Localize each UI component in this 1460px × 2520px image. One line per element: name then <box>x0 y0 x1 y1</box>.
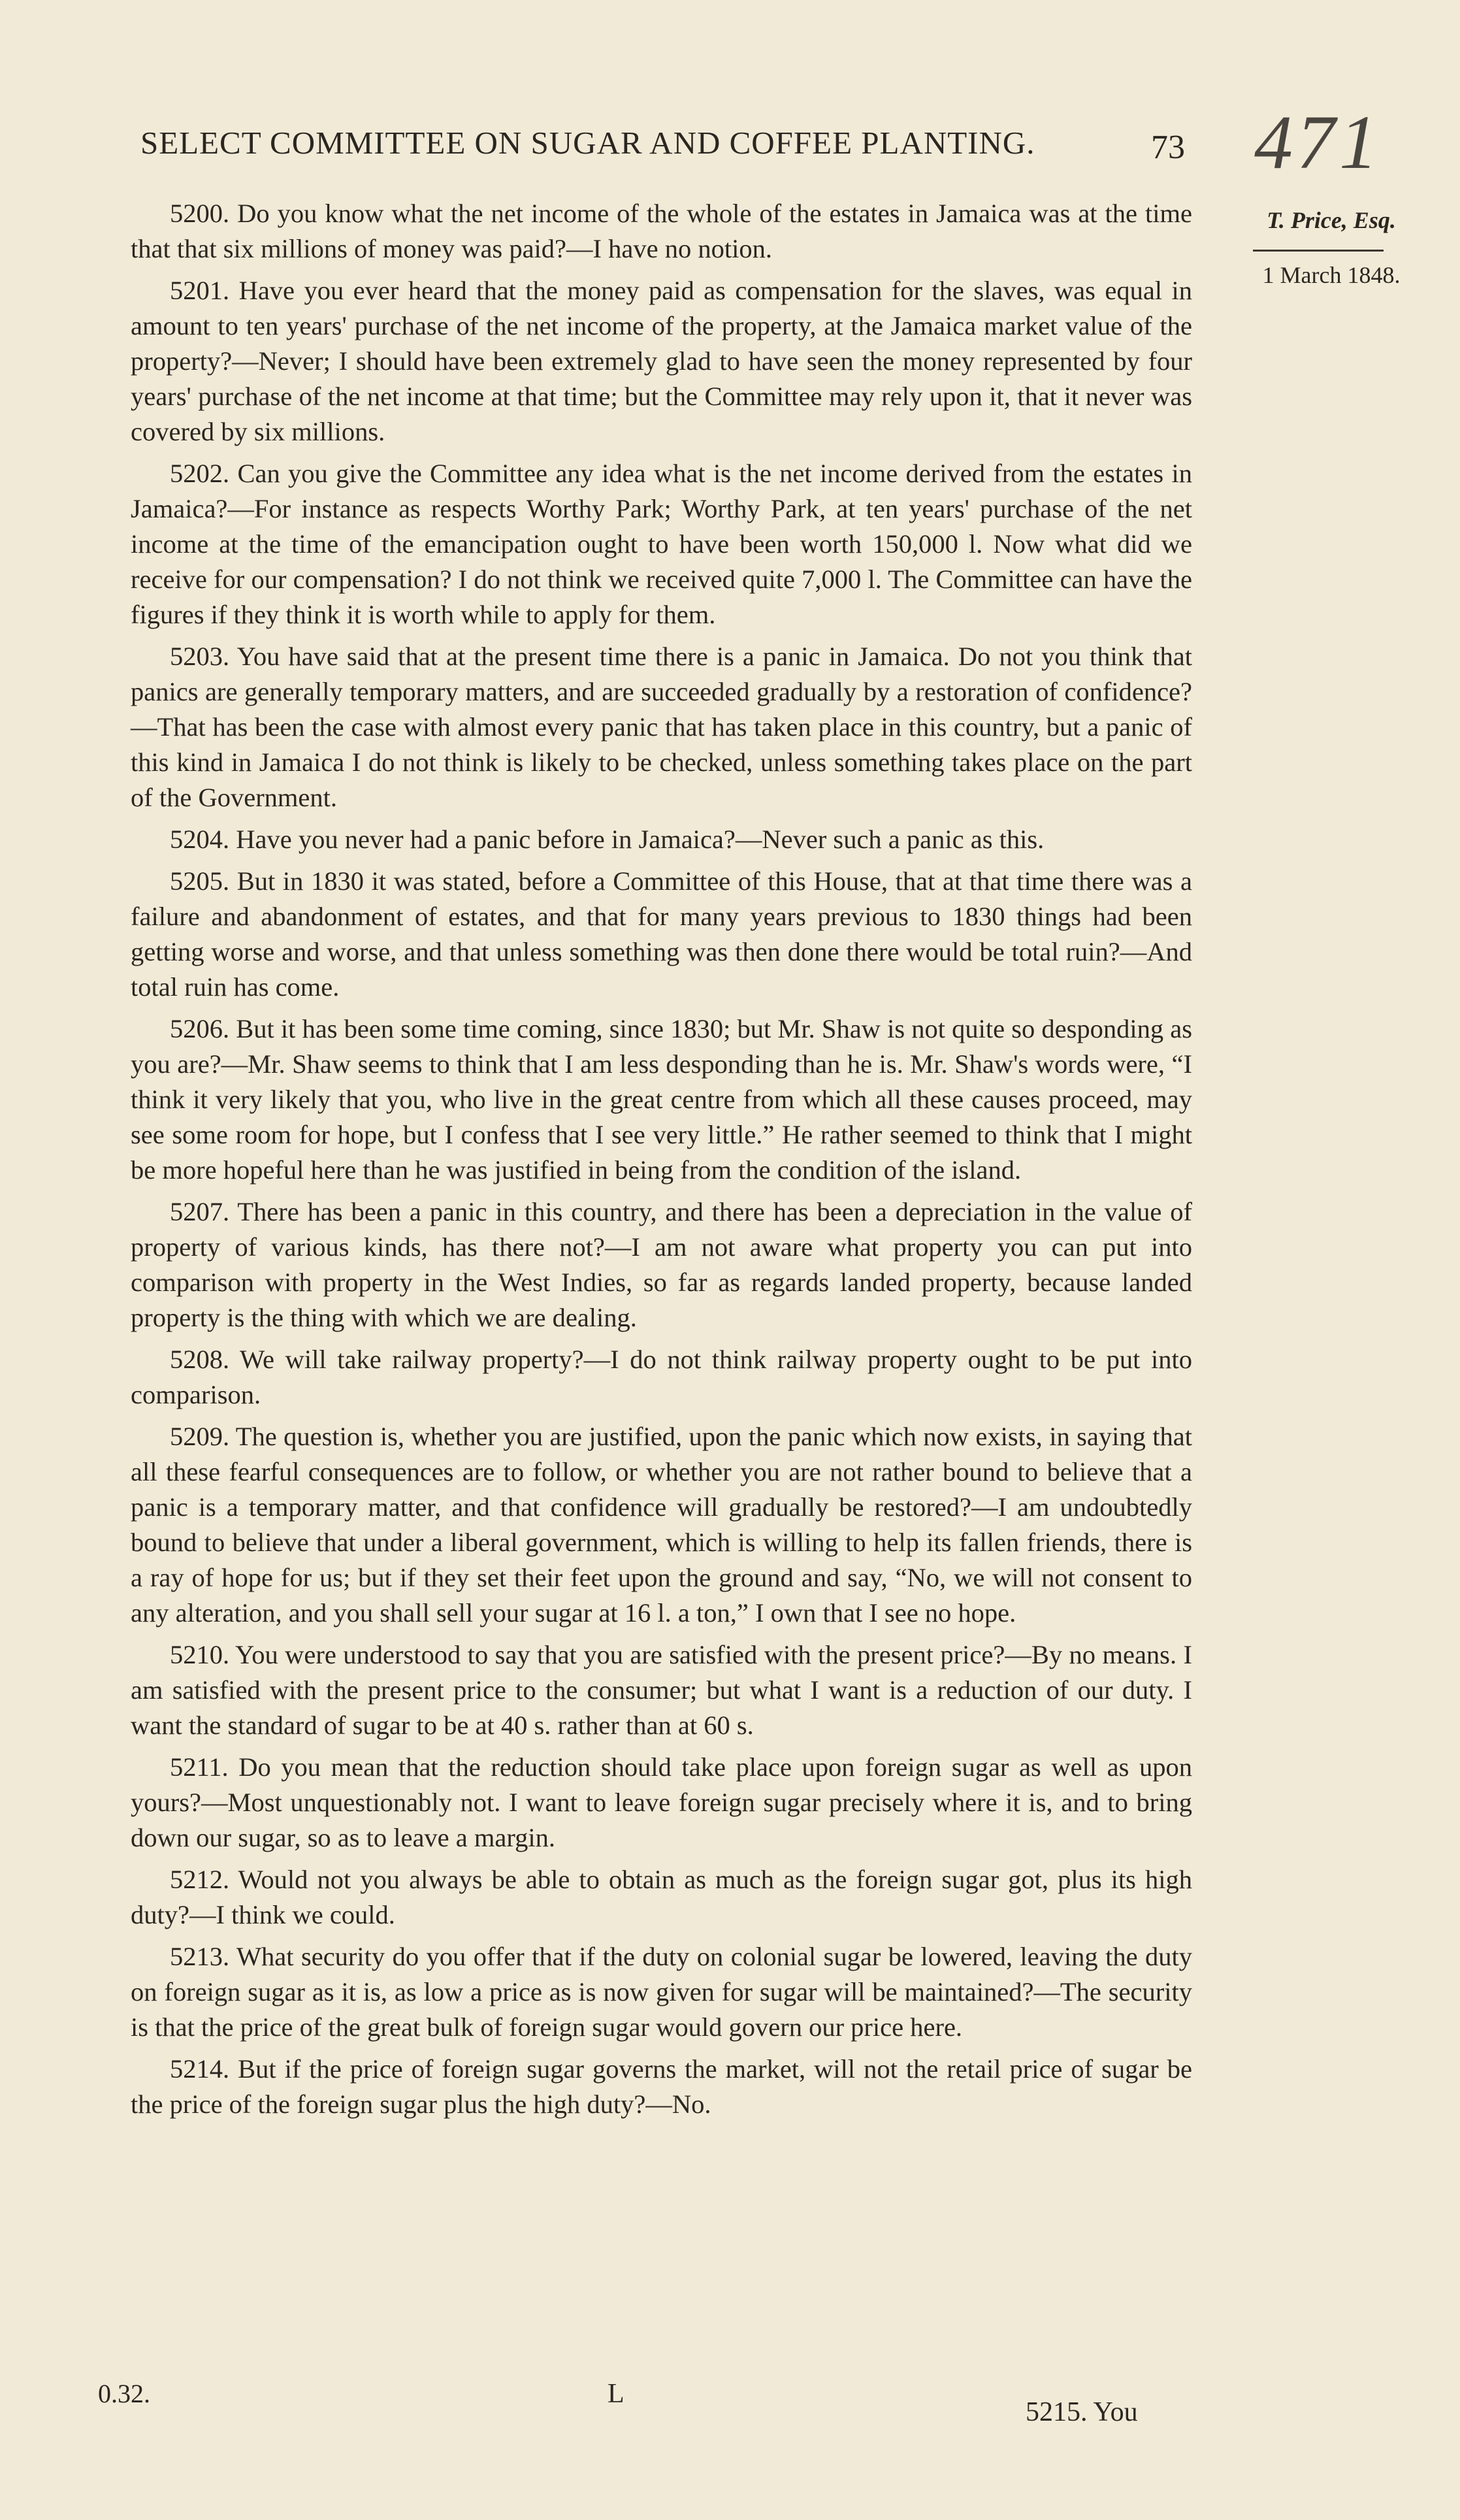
paragraph-5201: 5201. Have you ever heard that the money paid as compensation for the slaves, was equal in amount to ten years' purchase of the net income of the property, at the Jamaica market value of the property?—Never; I should have been extremely glad to have seen the money represented by four years' purchase of the net income at that time; but the Committee may rely upon it, that it never was covered by six millions. <box>131 276 1192 446</box>
paragraph-5212: 5212. Would not you always be able to obtain as much as the foreign sugar got, plus its high duty?—I think we could. <box>131 1865 1192 1929</box>
sheet-letter: L <box>608 2379 625 2409</box>
paragraph-5209: 5209. The question is, whether you are justified, upon the panic which now exists, in saying that all these fearful consequences are to follow, or whether you are not rather bound to believe that a panic is a temporary matter, and that confidence will gradually be restored?—I am undoubtedly bound to believe that under a liberal government, which is willing to help its fallen friends, there is a ray of hope for us; but if they set their feet upon the ground and say, “No, we will not consent to any alteration, and you shall sell your sugar at 16 l. a ton,” I own that I see no hope. <box>131 1422 1192 1628</box>
margin-rule <box>1253 250 1384 252</box>
paragraph-5210: 5210. You were understood to say that you are satisfied with the present price?—By no means. I am satisfied with the present price to the consumer; but what I want is a reduction of our duty. I want the standard of sugar to be at 40 s. rather than at 60 s. <box>131 1640 1192 1740</box>
paragraph-5203: 5203. You have said that at the present time there is a panic in Jamaica. Do not you think that panics are generally temporary matters, and are succeeded gradually by a restoration of confidence?—That has been the case with almost every panic that has taken place in this country, but a panic of this kind in Jamaica I do not think is likely to be checked, unless something takes place on the part of the Government. <box>131 642 1192 812</box>
paragraph-5211: 5211. Do you mean that the reduction should take place upon foreign sugar as well as upon yours?—Most unquestionably not. I want to leave foreign sugar precisely where it is, and to bring down our sugar, so as to leave a margin. <box>131 1752 1192 1852</box>
paragraph-5202: 5202. Can you give the Committee any idea what is the net income derived from the estates in Jamaica?—For instance as respects Worthy Park; Worthy Park, at ten years' purchase of the net income at the time of the emancipation ought to have been worth 150,000 l. Now what did we receive for our compensation? I do not think we received quite 7,000 l. The Committee can have the figures if they think it is worth while to apply for them. <box>131 459 1192 629</box>
margin-date: 1 March 1848. <box>1262 262 1401 288</box>
catchword: 5215. You <box>1026 2397 1138 2427</box>
paragraph-5205: 5205. But in 1830 it was stated, before a Committee of this House, that at that time there was a failure and abandonment of estates, and that for many years previous to 1830 things had been getting worse and worse, and that unless something was then done there would be total ruin?—And total ruin has come. <box>131 866 1192 1002</box>
handwritten-folio-number: 471 <box>1254 99 1382 185</box>
paragraph-5208: 5208. We will take railway property?—I do not think railway property ought to be put into comparison. <box>131 1345 1192 1409</box>
testimony-body <box>131 196 1192 2129</box>
running-head: SELECT COMMITTEE ON SUGAR AND COFFEE PLANTING. <box>140 125 1035 161</box>
paragraph-5204: 5204. Have you never had a panic before in Jamaica?—Never such a panic as this. <box>170 825 1045 854</box>
signature-mark: 0.32. <box>98 2379 150 2408</box>
paragraph-5206: 5206. But it has been some time coming, since 1830; but Mr. Shaw is not quite so desponding as you are?—Mr. Shaw seems to think that I am less desponding than he is. Mr. Shaw's words were, “I think it very likely that you, who live in the great centre from which all these causes proceed, may see some room for hope, but I confess that I see very little.” He rather seemed to think that I might be more hopeful here than he was justified in being from the condition of the island. <box>131 1014 1192 1185</box>
paragraph-5200: 5200. Do you know what the net income of the whole of the estates in Jamaica was at the time that that six millions of money was paid?—I have no notion. <box>131 199 1192 263</box>
paragraph-5214: 5214. But if the price of foreign sugar governs the market, will not the retail price of sugar be the price of the foreign sugar plus the high duty?—No. <box>131 2054 1192 2119</box>
paragraph-5213: 5213. What security do you offer that if the duty on colonial sugar be lowered, leaving the duty on foreign sugar as it is, as low a price as is now given for sugar will be maintained?—The security is that the price of the great bulk of foreign sugar would govern our price here. <box>131 1942 1192 2042</box>
page-number: 73 <box>1151 129 1185 166</box>
paragraph-5207: 5207. There has been a panic in this country, and there has been a depreciation in the value of property of various kinds, has there not?—I am not aware what property you can put into comparison with property in the West Indies, so far as regards landed property, because landed property is the thing with which we are dealing. <box>131 1197 1192 1332</box>
margin-witness-name: T. Price, Esq. <box>1267 207 1396 233</box>
